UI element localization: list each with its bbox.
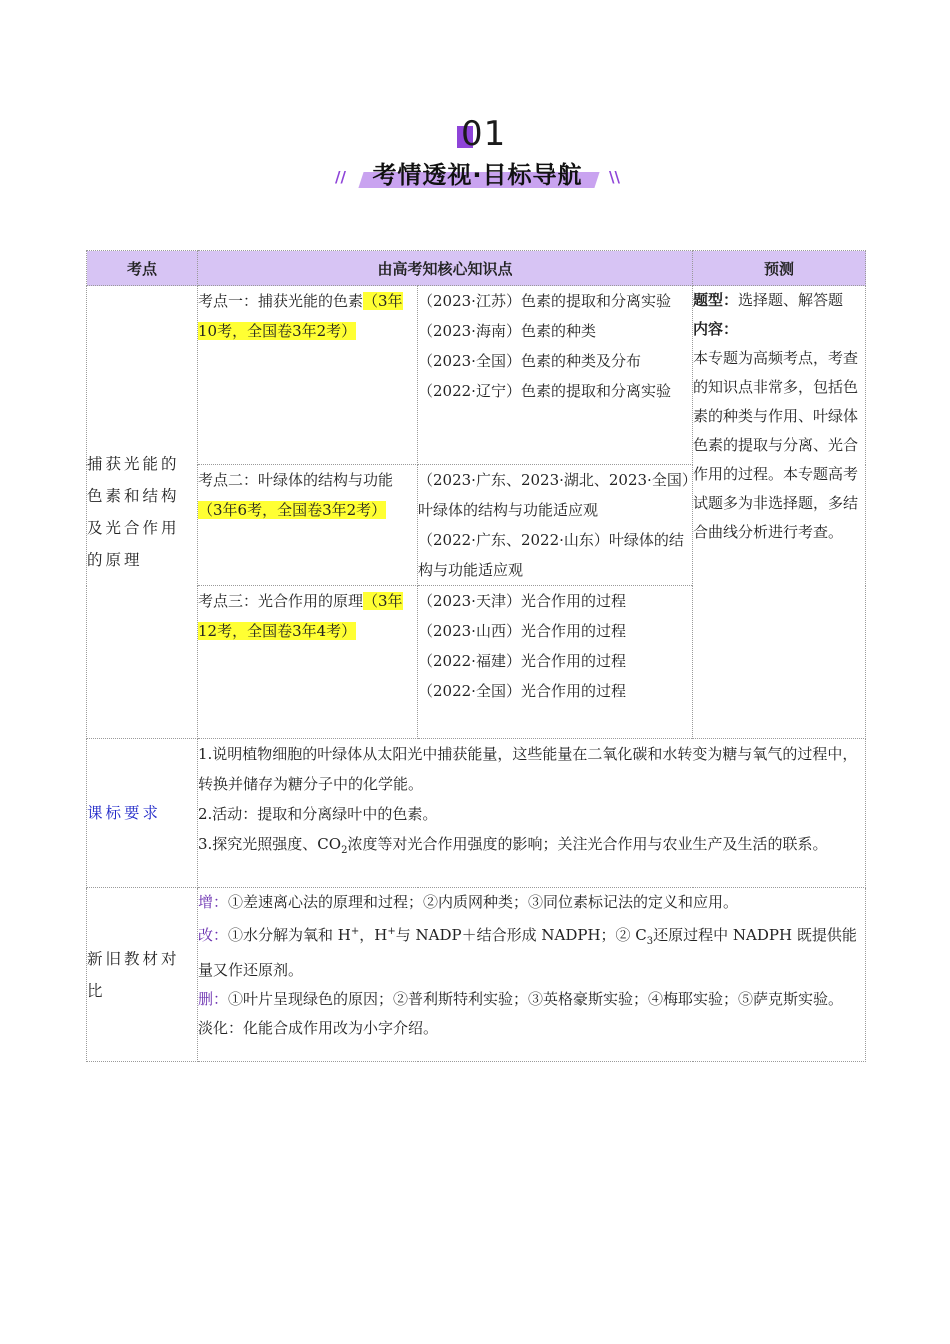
section-title-text: 考情透视·目标导航	[372, 161, 583, 189]
change-sub: 3	[646, 936, 654, 947]
header-knowledge: 由高考知核心知识点	[198, 251, 693, 286]
list-item: 2.活动：提取和分离绿叶中的色素。	[198, 805, 438, 823]
add-text: ①差速离心法的原理和过程；②内质网种类；③同位素标记法的定义和应用。	[228, 893, 739, 911]
compare-label: 新旧教材对比	[87, 949, 180, 1000]
list-item: （2022·辽宁）色素的提取和分离实验	[418, 382, 671, 400]
change-text-2: ，H	[359, 926, 388, 944]
prediction-content-value: 本专题为高频考点，考查的知识点非常多，包括色素的种类与作用、叶绿体色素的提取与分离、光合作用的过程。本专题高考试题多为非选择题，多结合曲线分析进行考查。	[693, 349, 859, 541]
list-item: （2023·江苏）色素的提取和分离实验	[418, 292, 671, 310]
prediction-content-label: 内容：	[693, 320, 739, 338]
prediction-type-value: 选择题、解答题	[738, 291, 844, 309]
section-header	[0, 108, 950, 198]
change-text-1: ①水分解为氧和 H	[228, 926, 351, 944]
table-row	[87, 739, 866, 888]
prediction-cell	[693, 286, 866, 739]
list-item: （2023·广东、2023·湖北、2023·全国）叶绿体的结构与功能适应观	[418, 471, 690, 519]
standard-content-cell	[198, 739, 866, 888]
compare-label-cell	[87, 888, 198, 1062]
point-cell	[198, 586, 418, 739]
delete-label: 删：	[198, 990, 229, 1008]
point-count: （3年12考，全国卷3年4考）	[198, 592, 403, 640]
header-topic: 考点	[87, 251, 198, 286]
list-item	[198, 888, 865, 917]
point-count: （3年6考，全国卷3年2考）	[198, 501, 387, 519]
section-number-text: 01	[461, 114, 507, 154]
change-label: 改：	[198, 926, 229, 944]
exam-list-cell	[418, 586, 693, 739]
left-slash-decoration: //	[335, 168, 346, 186]
table-row	[87, 888, 866, 1062]
list-item: （2022·福建）光合作用的过程	[418, 652, 626, 670]
standard-item3-post: 浓度等对光合作用强度的影响；关注光合作用与农业生产及生活的联系。	[347, 835, 828, 853]
point-cell	[198, 286, 418, 465]
standard-label-cell	[87, 739, 198, 888]
point-count: （3年10考，全国卷3年2考）	[198, 292, 403, 340]
standard-label: 课标要求	[87, 804, 162, 822]
topic-text: 捕获光能的色素和结构及光合作用的原理	[87, 455, 180, 569]
table-header-row	[87, 251, 866, 286]
point-name: 考点二：叶绿体的结构与功能	[198, 471, 394, 489]
list-item: 1.说明植物细胞的叶绿体从太阳光中捕获能量，这些能量在二氧化碳和水转变为糖与氧气的过程中，转换并储存为糖分子中的化学能。	[198, 745, 858, 793]
right-slash-decoration: \\	[609, 168, 620, 186]
list-item	[198, 985, 865, 1014]
change-text-4: 还原过程中 NADPH 既提供能量又作还原剂。	[198, 926, 857, 979]
change-sup-2: +	[387, 926, 396, 937]
exam-list-cell	[418, 465, 693, 586]
standard-item3-sub: 2	[341, 845, 348, 856]
list-item: （2023·海南）色素的种类	[418, 322, 596, 340]
add-label: 增：	[198, 893, 229, 911]
standard-item3-pre: 3.探究光照强度、CO	[198, 835, 342, 853]
exam-list-cell	[418, 286, 693, 465]
list-item: （2023·天津）光合作用的过程	[418, 592, 626, 610]
table-row	[87, 286, 866, 465]
list-item: （2023·全国）色素的种类及分布	[418, 352, 641, 370]
section-title	[335, 158, 620, 196]
weaken-text: 淡化：化能合成作用改为小字介绍。	[198, 1019, 439, 1037]
list-item: （2023·山西）光合作用的过程	[418, 622, 626, 640]
compare-content-cell	[198, 888, 866, 1062]
list-item	[198, 829, 865, 866]
header-prediction: 预测	[693, 251, 866, 286]
point-name: 考点一：捕获光能的色素	[198, 292, 364, 310]
change-sup-1: +	[350, 926, 360, 937]
list-item	[198, 917, 865, 985]
topic-cell	[87, 286, 198, 739]
list-item: （2022·全国）光合作用的过程	[418, 682, 626, 700]
point-name: 考点三：光合作用的原理	[198, 592, 364, 610]
prediction-type-label: 题型：	[693, 291, 739, 309]
exam-overview-table	[86, 250, 866, 1062]
point-cell	[198, 465, 418, 586]
change-text-3: 与 NADP＋结合形成 NADPH；② C	[395, 926, 647, 944]
delete-text: ①叶片呈现绿色的原因；②普利斯特利实验；③英格豪斯实验；④梅耶实验；⑤萨克斯实验。	[228, 990, 844, 1008]
section-number	[453, 112, 523, 156]
list-item: （2022·广东、2022·山东）叶绿体的结构与功能适应观	[418, 531, 684, 579]
